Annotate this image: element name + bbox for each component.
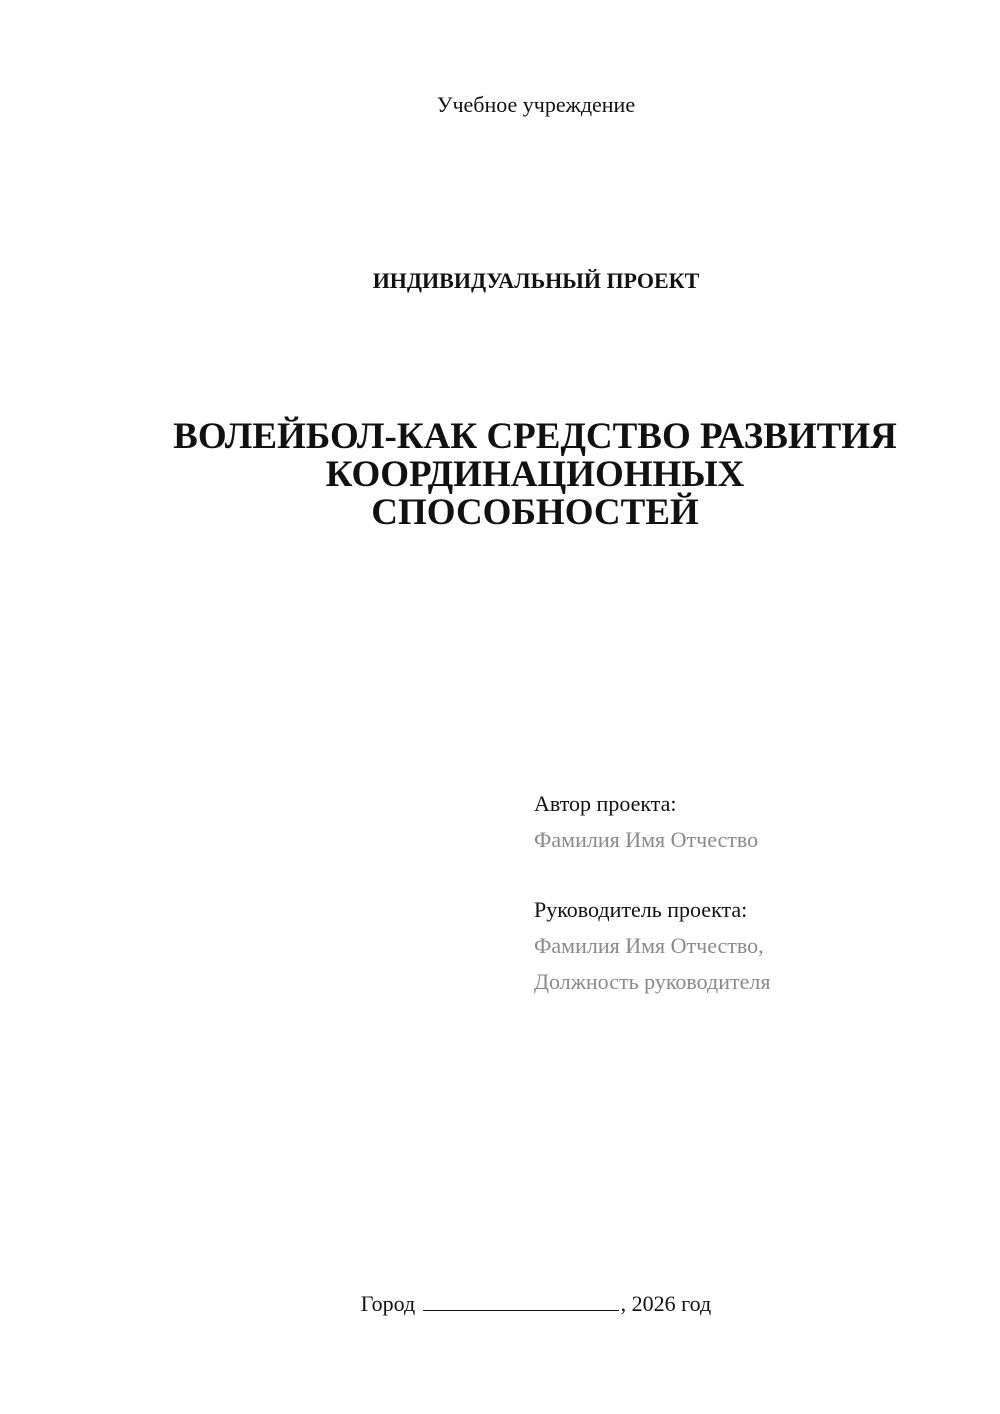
city-blank-line: [423, 1290, 619, 1311]
footer-city-year: [0, 1290, 1000, 1317]
city-label: Город: [360, 1291, 416, 1316]
year-text: , 2026 год: [620, 1291, 712, 1316]
institution-name: Учебное учреждение: [436, 92, 636, 117]
document-type: ИНДИВИДУАЛЬНЫЙ ПРОЕКТ: [372, 268, 700, 293]
supervisor-block: [534, 892, 974, 1000]
title-line: КООРДИНАЦИОННЫХ: [325, 454, 745, 495]
title-line: СПОСОБНОСТЕЙ: [371, 492, 699, 533]
supervisor-name: Фамилия Имя Отчество,: [534, 933, 764, 958]
title-line: ВОЛЕЙБОЛ-КАК СРЕДСТВО РАЗВИТИЯ: [173, 416, 897, 457]
author-block: [534, 786, 974, 858]
supervisor-position: Должность руководителя: [534, 969, 771, 994]
supervisor-label: Руководитель проекта:: [534, 897, 748, 922]
author-label: Автор проекта:: [534, 791, 677, 816]
document-title: [120, 418, 950, 532]
author-name: Фамилия Имя Отчество: [534, 827, 759, 852]
